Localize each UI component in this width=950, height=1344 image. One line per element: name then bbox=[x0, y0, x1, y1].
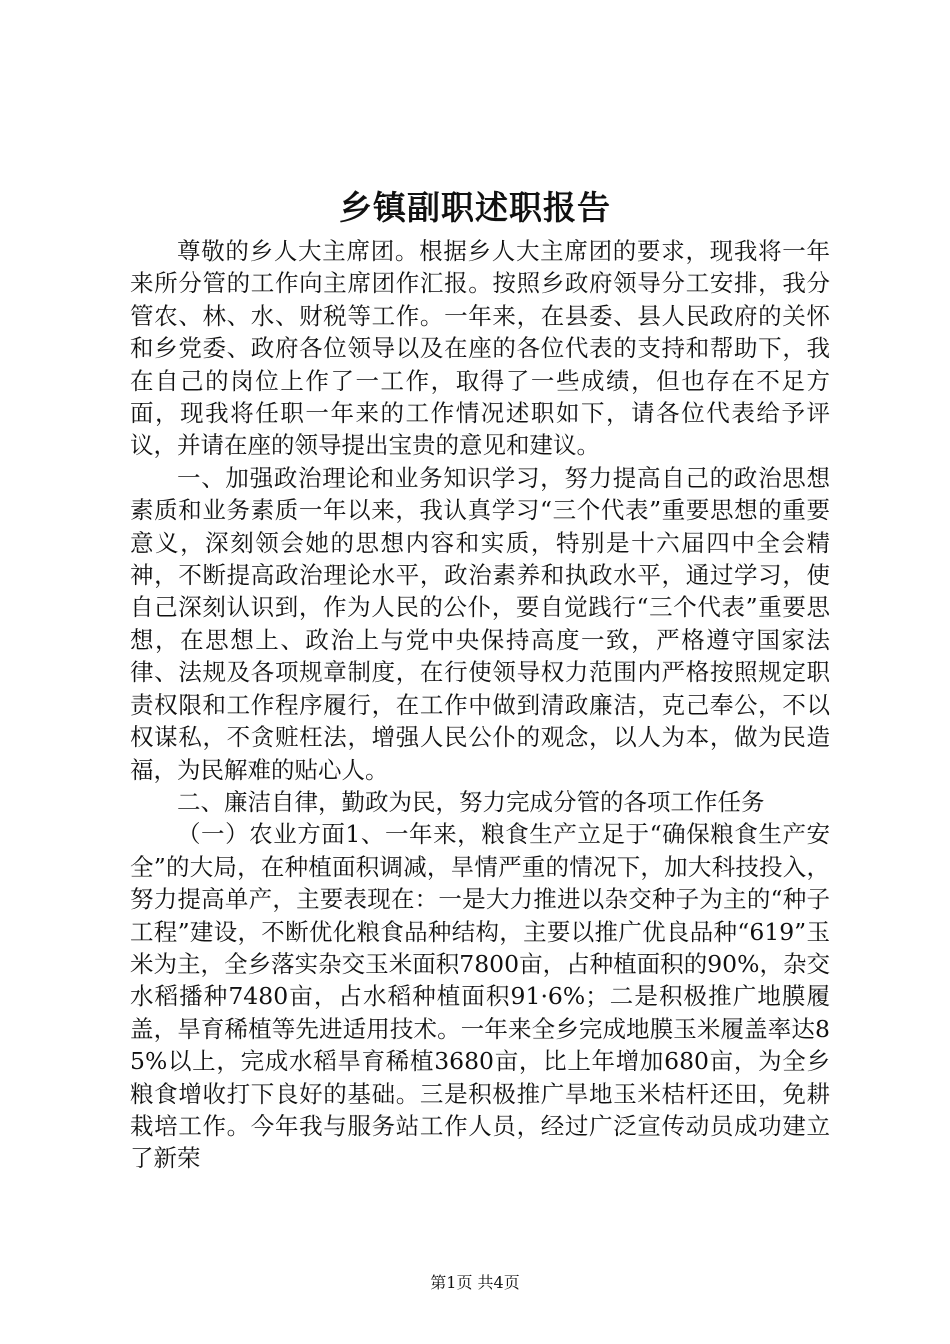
document-title: 乡镇副职述职报告 bbox=[339, 188, 611, 227]
paragraph-greeting: 尊敬的乡人大主席团。根据乡人大主席团的要求，现我将一年来所分管的工作向主席团作汇报。按照乡政府领导分工安排，我分管农、林、水、财税等工作。一年来，在县委、县人民政府的关怀和乡党委、政府各位领导以及在座的各位代表的支持和帮助下，我在自己的岗位上作了一工作，取得了一些成绩，但也存在不足方面，现我将任职一年来的工作情况述职如下，请各位代表给予评议，并请在座的领导提出宝贵的意见和建议。 bbox=[130, 237, 830, 460]
paragraph-section-one: 一、加强政治理论和业务知识学习，努力提高自己的政治思想素质和业务素质一年以来，我认真学习“三个代表”重要思想的重要意义，深刻领会她的思想内容和实质，特别是十六届四中全会精神，不断提高政治理论水平，政治素养和执政水平，通过学习，使自己深刻认识到，作为人民的公仆，要自觉践行“三个代表”重要思想，在思想上、政治上与党中央保持高度一致，严格遵守国家法律、法规及各项规章制度，在行使领导权力范围内严格按照规定职责权限和工作程序履行，在工作中做到清政廉洁，克己奉公，不以权谋私，不贪赃枉法，增强人民公仆的观念，以人为本，做为民造福，为民解难的贴心人。 bbox=[130, 463, 830, 784]
document-body bbox=[130, 235, 830, 1175]
paragraph-section-two-heading: 二、廉洁自律，勤政为民，努力完成分管的各项工作任务 bbox=[177, 787, 765, 816]
paragraph-agriculture: （一）农业方面1、一年来，粮食生产立足于“确保粮食生产安全”的大局，在种植面积调减，旱情严重的情况下，加大科技投入，努力提高单产，主要表现在：一是大力推进以杂交种子为主的“种子工程”建设，不断优化粮食品种结构，主要以推广优良品种“619”玉米为主，全乡落实杂交玉米面积7800亩，占种植面积的90%，杂交水稻播种7480亩，占水稻种植面积91·6%；二是积极推广地膜履盖，旱育稀植等先进适用技术。一年来全乡完成地膜玉米履盖率达85%以上，完成水稻旱育稀植3680亩，比上年增加680亩，为全乡粮食增收打下良好的基础。三是积极推广旱地玉米桔杆还田，免耕栽培工作。今年我与服务站工作人员，经过广泛宣传动员成功建立了新荣 bbox=[130, 820, 830, 1173]
page-number-footer: 第1页 共4页 bbox=[430, 1273, 520, 1292]
